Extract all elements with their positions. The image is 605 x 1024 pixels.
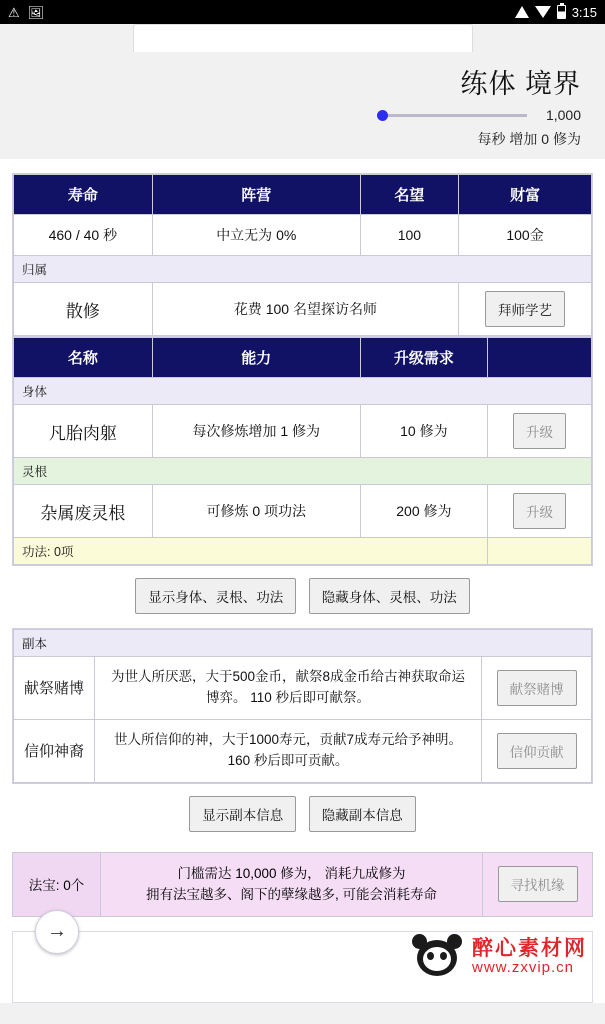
table-header-row <box>14 338 592 378</box>
stats-table <box>13 174 592 336</box>
spirit-root-requirement: 200 修为 <box>360 485 487 538</box>
section-label-affiliation: 归属 <box>14 256 592 283</box>
section-label-techniques: 功法: 0项 <box>14 538 592 565</box>
sacrifice-gamble-button[interactable]: 献祭赌博 <box>497 670 577 706</box>
col-header-ability: 能力 <box>152 338 360 378</box>
body-action-cell <box>487 405 591 458</box>
upgrade-body-button[interactable]: 升级 <box>513 413 566 449</box>
section-label-spirit-root: 灵根 <box>14 458 592 485</box>
dungeon-panel <box>12 628 593 784</box>
treasure-action-cell <box>482 853 592 916</box>
image-icon: 🖼 <box>27 4 45 20</box>
upgrade-spirit-root-button[interactable]: 升级 <box>513 493 566 529</box>
dungeon-action-cell-1 <box>482 719 592 782</box>
section-label-body: 身体 <box>14 378 592 405</box>
body-name: 凡胎肉躯 <box>14 405 153 458</box>
col-header-wealth: 财富 <box>459 175 592 215</box>
slider-value: 1,000 <box>545 107 581 123</box>
spirit-root-ability: 可修炼 0 项功法 <box>152 485 360 538</box>
dungeon-desc-0: 为世人所厌恶，大于500金币，献祭8成金币给古神获取命运博弈。 110 秒后即可献祭。 <box>94 657 481 720</box>
watermark-text <box>472 937 587 977</box>
status-bar-time: 3:15 <box>571 4 597 20</box>
seek-master-button[interactable]: 拜师学艺 <box>485 291 565 327</box>
progress-slider-row[interactable] <box>10 103 595 123</box>
col-header-requirement: 升级需求 <box>360 338 487 378</box>
col-header-faction: 阵营 <box>152 175 360 215</box>
treasure-desc-line2: 拥有法宝越多、阁下的孽缘越多, 可能会消耗寿命 <box>145 887 437 903</box>
upgrade-table <box>13 337 592 565</box>
value-lifespan: 460 / 40 秒 <box>14 215 153 256</box>
panda-logo-icon <box>410 934 464 980</box>
treasure-desc-line1: 门槛需达 10,000 修为， 消耗九成修为 <box>177 865 406 881</box>
techniques-empty-cell <box>487 538 591 565</box>
affiliation-action-cell <box>459 283 592 336</box>
seek-fortune-button[interactable]: 寻找机缘 <box>498 866 578 902</box>
table-row <box>14 657 592 720</box>
section-label-dungeon: 副本 <box>14 630 592 657</box>
value-faction: 中立无为 0% <box>152 215 360 256</box>
spirit-root-name: 杂属废灵根 <box>14 485 153 538</box>
watermark-url: www.zxvip.cn <box>472 959 575 977</box>
table-row <box>14 215 592 256</box>
address-bar-stub[interactable] <box>133 24 473 52</box>
rate-text: 每秒 增加 0 修为 <box>477 131 581 147</box>
main-content <box>0 159 605 1003</box>
dungeon-action-cell-0 <box>482 657 592 720</box>
status-bar <box>0 0 605 24</box>
toggle-buttons-body <box>0 566 605 628</box>
table-row <box>14 485 592 538</box>
dungeon-desc-1: 世人所信仰的神，大于1000寿元，贡献7成寿元给予神明。 160 秒后即可贡献。 <box>94 719 481 782</box>
table-row <box>14 719 592 782</box>
status-bar-right <box>515 5 597 20</box>
slider-knob[interactable] <box>377 110 388 121</box>
treasure-strip <box>12 852 593 917</box>
table-header-row <box>14 175 592 215</box>
warning-icon: ⚠ <box>8 4 20 20</box>
body-ability: 每次修炼增加 1 修为 <box>152 405 360 458</box>
body-requirement: 10 修为 <box>360 405 487 458</box>
watermark <box>410 934 587 980</box>
arrow-right-icon[interactable]: → <box>35 910 79 954</box>
wifi-icon <box>535 6 551 18</box>
spirit-root-action-cell <box>487 485 591 538</box>
show-dungeon-info-button[interactable]: 显示副本信息 <box>189 796 296 832</box>
table-row <box>14 405 592 458</box>
value-wealth: 100金 <box>459 215 592 256</box>
progress-slider[interactable] <box>377 114 527 117</box>
watermark-name: 醉心素材网 <box>472 937 587 961</box>
dungeon-table <box>13 629 592 783</box>
affiliation-name: 散修 <box>14 283 153 336</box>
col-header-action <box>487 338 591 378</box>
dungeon-name-1: 信仰神裔 <box>14 719 95 782</box>
battery-icon <box>557 5 566 19</box>
show-body-info-button[interactable]: 显示身体、灵根、功法 <box>135 578 296 614</box>
table-row <box>14 283 592 336</box>
upgrade-panel <box>12 337 593 566</box>
dungeon-name-0: 献祭赌博 <box>14 657 95 720</box>
top-area <box>0 24 605 159</box>
value-fame: 100 <box>360 215 458 256</box>
toggle-buttons-dungeon <box>0 784 605 846</box>
page-title: 练体 境界 <box>460 69 581 99</box>
stats-panel <box>12 173 593 337</box>
status-bar-left-icons <box>8 6 44 19</box>
faith-contribute-button[interactable]: 信仰贡献 <box>497 733 577 769</box>
treasure-desc <box>101 853 482 916</box>
treasure-count-label: 法宝: 0个 <box>13 853 101 916</box>
col-header-lifespan: 寿命 <box>14 175 153 215</box>
col-header-name: 名称 <box>14 338 153 378</box>
col-header-fame: 名望 <box>360 175 458 215</box>
bluetooth-icon <box>515 6 529 18</box>
affiliation-desc: 花费 100 名望探访名师 <box>152 283 458 336</box>
hide-body-info-button[interactable]: 隐藏身体、灵根、功法 <box>309 578 470 614</box>
hide-dungeon-info-button[interactable]: 隐藏副本信息 <box>309 796 416 832</box>
